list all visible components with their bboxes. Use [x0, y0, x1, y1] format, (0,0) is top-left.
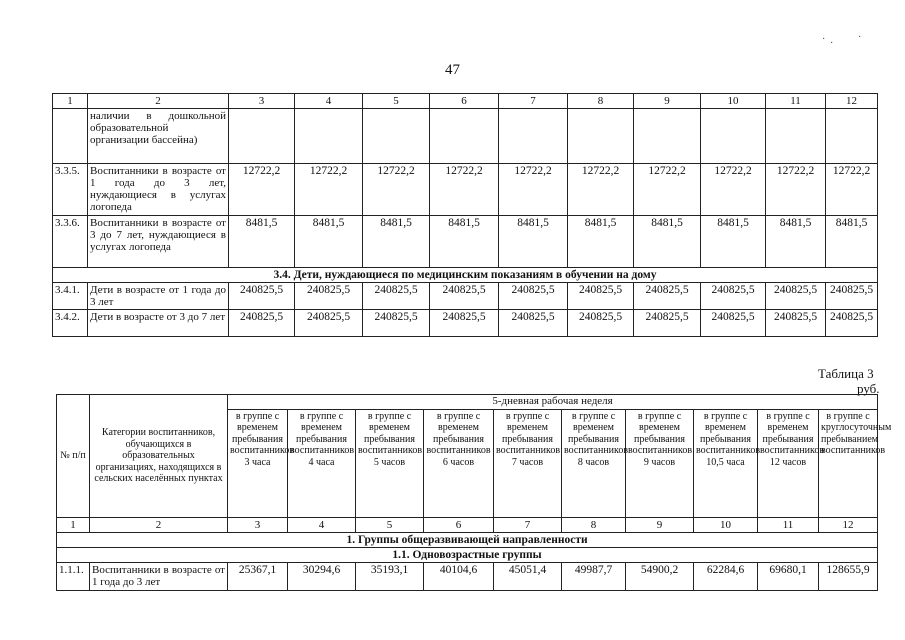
value-cell: 240825,5	[430, 310, 499, 337]
column-number: 5	[363, 94, 430, 109]
value-cell: 240825,5	[430, 283, 499, 310]
value-cell: 12722,2	[634, 164, 701, 216]
section-heading: 3.4. Дети, нуждающиеся по медицинским показаниям в обучении на дому	[53, 268, 878, 283]
column-subheader: в группе с временем пребывания воспитанников 9 часов	[626, 409, 694, 517]
row-code-cell: 3.3.6.	[53, 216, 88, 268]
column-number: 12	[819, 517, 878, 532]
value-cell: 240825,5	[568, 283, 634, 310]
header-row	[57, 395, 878, 410]
row-code-cell: 1.1.1.	[57, 562, 90, 590]
value-cell: 240825,5	[568, 310, 634, 337]
value-cell: 240825,5	[766, 310, 826, 337]
value-cell: 240825,5	[634, 310, 701, 337]
value-cell: 25367,1	[228, 562, 288, 590]
column-number: 2	[90, 517, 228, 532]
value-cell: 45051,4	[494, 562, 562, 590]
value-cell: 240825,5	[826, 310, 878, 337]
value-cell: 8481,5	[295, 216, 363, 268]
header-week: 5-дневная рабочая неделя	[228, 395, 878, 410]
header-category: Категории воспитанников, обучающихся в образовательных организациях, находящихся в сельских населённых пунктах	[90, 395, 228, 518]
value-cell: 30294,6	[288, 562, 356, 590]
column-number: 4	[295, 94, 363, 109]
value-cell: 240825,5	[826, 283, 878, 310]
column-subheader: в группе с временем пребывания воспитанников 8 часов	[562, 409, 626, 517]
column-number-row	[57, 517, 878, 532]
table-unit: руб.	[857, 381, 880, 396]
value-cell: 8481,5	[826, 216, 878, 268]
page-number: 47	[445, 62, 460, 78]
value-cell: 240825,5	[634, 283, 701, 310]
section-row	[53, 268, 878, 283]
section-heading: 1. Группы общеразвивающей направленности	[57, 532, 878, 547]
value-cell: 240825,5	[295, 310, 363, 337]
table-row	[53, 310, 878, 337]
column-subheader: в группе с временем пребывания воспитанников 3 часа	[228, 409, 288, 517]
value-cell: 240825,5	[701, 283, 766, 310]
value-cell: 49987,7	[562, 562, 626, 590]
value-cell: 12722,2	[826, 164, 878, 216]
value-cell: 240825,5	[766, 283, 826, 310]
value-cell: 35193,1	[356, 562, 424, 590]
table-continuation	[52, 93, 878, 337]
column-number: 8	[568, 94, 634, 109]
column-subheader: в группе с временем пребывания воспитанников 7 часов	[494, 409, 562, 517]
row-label-cell: наличии в дошкольной образовательной организации бассейна)	[88, 109, 229, 164]
subsection-heading: 1.1. Одновозрастные группы	[57, 547, 878, 562]
column-number: 10	[694, 517, 758, 532]
table-row	[53, 109, 878, 164]
value-cell: 8481,5	[568, 216, 634, 268]
column-number: 3	[229, 94, 295, 109]
value-cell: 12722,2	[701, 164, 766, 216]
column-number: 12	[826, 94, 878, 109]
row-label-cell: Воспитанники в возрасте от 1 года до 3 лет	[90, 562, 228, 590]
column-number: 4	[288, 517, 356, 532]
value-cell: 8481,5	[766, 216, 826, 268]
row-label-cell: Дети в возрасте от 1 года до 3 лет	[88, 283, 229, 310]
value-cell: 12722,2	[568, 164, 634, 216]
table-caption: Таблица 3	[818, 366, 874, 381]
value-cell: 240825,5	[229, 283, 295, 310]
column-subheader: в группе с временем пребывания воспитанников 6 часов	[424, 409, 494, 517]
table-3	[56, 394, 892, 591]
section-row	[57, 547, 878, 562]
table-row	[53, 216, 878, 268]
column-number: 11	[766, 94, 826, 109]
column-subheader: в группе с круглосуточным пребыванием воспитанников	[819, 409, 878, 517]
column-number: 5	[356, 517, 424, 532]
row-label-cell: Воспитанники в возрасте от 1 года до 3 лет, нуждающиеся в услугах логопеда	[88, 164, 229, 216]
value-cell: 12722,2	[363, 164, 430, 216]
column-number: 7	[499, 94, 568, 109]
row-code-cell: 3.4.1.	[53, 283, 88, 310]
row-code-cell: 3.4.2.	[53, 310, 88, 337]
column-number-row	[53, 94, 878, 109]
value-cell: 54900,2	[626, 562, 694, 590]
table-row	[53, 283, 878, 310]
column-number: 1	[53, 94, 88, 109]
value-cell: 240825,5	[701, 310, 766, 337]
value-cell: 240825,5	[499, 310, 568, 337]
table-row	[53, 164, 878, 216]
column-number: 9	[634, 94, 701, 109]
header-number: № п/п	[57, 395, 90, 518]
value-cell: 12722,2	[430, 164, 499, 216]
value-cell: 240825,5	[295, 283, 363, 310]
value-cell: 12722,2	[499, 164, 568, 216]
column-number: 11	[758, 517, 819, 532]
table-row	[57, 562, 878, 590]
column-subheader: в группе с временем пребывания воспитанников 10,5 часа	[694, 409, 758, 517]
value-cell: 62284,6	[694, 562, 758, 590]
value-cell: 40104,6	[424, 562, 494, 590]
column-number: 8	[562, 517, 626, 532]
column-subheader: в группе с временем пребывания воспитанников 12 часов	[758, 409, 819, 517]
value-cell: 12722,2	[295, 164, 363, 216]
value-cell: 8481,5	[701, 216, 766, 268]
column-number: 6	[430, 94, 499, 109]
value-cell: 8481,5	[363, 216, 430, 268]
row-label-cell: Дети в возрасте от 3 до 7 лет	[88, 310, 229, 337]
column-number: 10	[701, 94, 766, 109]
value-cell: 8481,5	[634, 216, 701, 268]
value-cell: 240825,5	[229, 310, 295, 337]
value-cell: 69680,1	[758, 562, 819, 590]
column-number: 3	[228, 517, 288, 532]
column-number: 6	[424, 517, 494, 532]
column-number: 2	[88, 94, 229, 109]
value-cell: 8481,5	[430, 216, 499, 268]
value-cell: 240825,5	[363, 310, 430, 337]
section-row	[57, 532, 878, 547]
scan-speck: ·	[858, 32, 862, 43]
column-number: 7	[494, 517, 562, 532]
scan-speck: ·	[822, 34, 826, 45]
row-code-cell	[53, 109, 88, 164]
value-cell: 12722,2	[766, 164, 826, 216]
row-code-cell: 3.3.5.	[53, 164, 88, 216]
scan-speck: ·	[830, 38, 834, 49]
value-cell: 8481,5	[499, 216, 568, 268]
value-cell: 12722,2	[229, 164, 295, 216]
column-number: 1	[57, 517, 90, 532]
column-number: 9	[626, 517, 694, 532]
column-subheader: в группе с временем пребывания воспитанников 4 часа	[288, 409, 356, 517]
value-cell: 8481,5	[229, 216, 295, 268]
value-cell: 128655,9	[819, 562, 878, 590]
row-label-cell: Воспитанники в возрасте от 3 до 7 лет, нуждающиеся в услугах логопеда	[88, 216, 229, 268]
value-cell: 240825,5	[499, 283, 568, 310]
value-cell: 240825,5	[363, 283, 430, 310]
column-subheader: в группе с временем пребывания воспитанников 5 часов	[356, 409, 424, 517]
